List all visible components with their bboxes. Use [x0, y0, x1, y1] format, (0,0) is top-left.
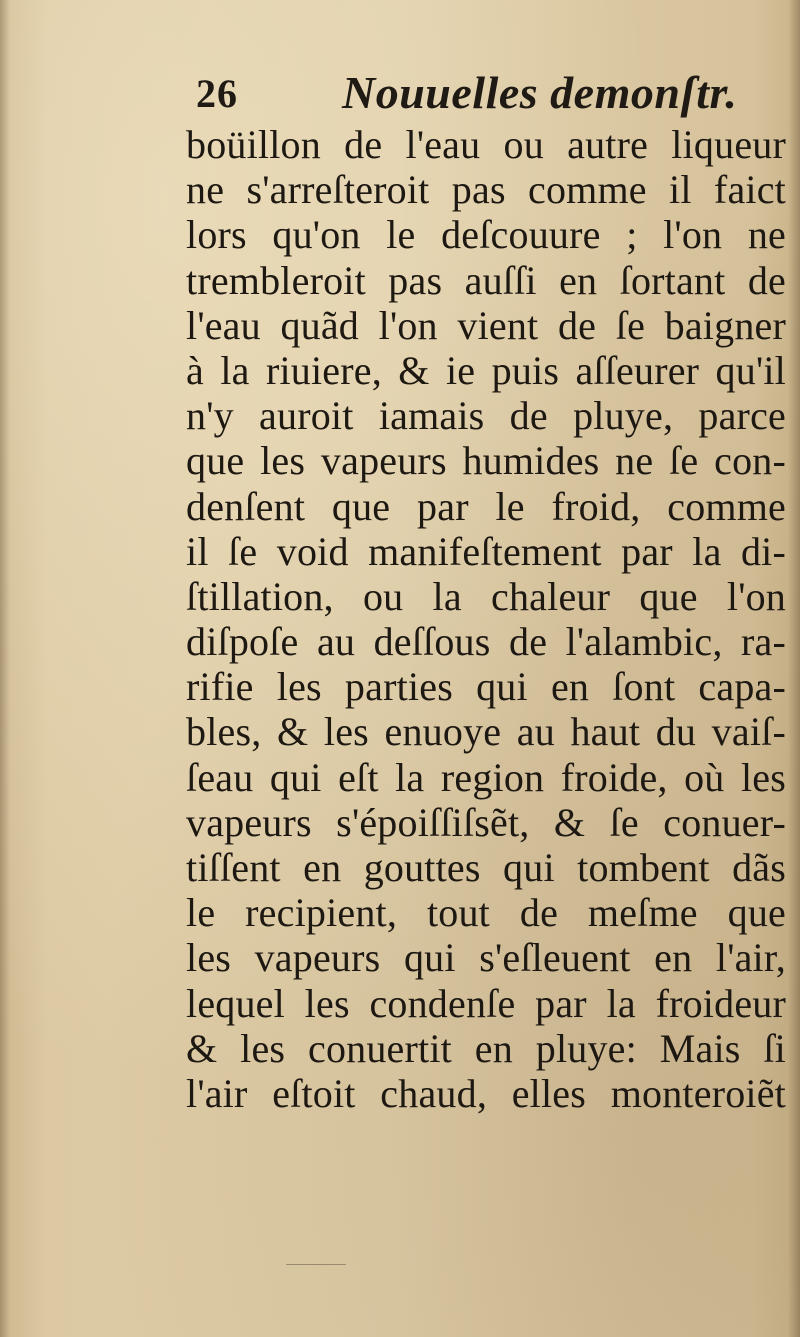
text-line: rifie les parties qui en ſont capa- [186, 664, 786, 710]
page-number: 26 [196, 71, 238, 116]
text-line: que les vapeurs humides ne ſe con- [186, 438, 786, 484]
text-line: & les conuertit en pluye: Mais ſi [186, 1025, 786, 1071]
text-line: trembleroit pas auſſi en ſortant de [186, 257, 786, 303]
text-line: lequel les condenſe par la froideur [186, 980, 786, 1026]
text-line: le recipient, tout de meſme que [186, 890, 786, 936]
text-line: boüillon de l'eau ou autre liqueur [186, 122, 786, 167]
text-line: l'air eſtoit chaud, elles monteroiẽt [186, 1070, 786, 1116]
text-line: n'y auroit iamais de pluye, parce [186, 393, 786, 439]
page-header [196, 67, 756, 122]
text-line: lors qu'on le deſcouure ; l'on ne [186, 212, 786, 258]
text-line: denſent que par le froid, comme [186, 483, 786, 529]
text-line: ſtillation, ou la chaleur que l'on [186, 573, 786, 619]
text-line: l'eau quãd l'on vient de ſe baigner [186, 302, 786, 348]
body-text [186, 122, 786, 1116]
text-line: ne s'arreſteroit pas comme il faict [186, 167, 786, 213]
text-line: bles, & les enuoye au haut du vaiſ- [186, 709, 786, 755]
running-head: Nouuelles demonſtr. [342, 67, 738, 118]
ink-mark [286, 1264, 346, 1269]
text-line: ſeau qui eſt la region froide, où les [186, 754, 786, 800]
text-line: tiſſent en gouttes qui tombent dãs [186, 845, 786, 890]
text-line: les vapeurs qui s'eſleuent en l'air, [186, 935, 786, 981]
text-line: diſpoſe au deſſous de l'alambic, ra- [186, 619, 786, 665]
text-line: il ſe void manifeſtement par la di- [186, 528, 786, 574]
text-line: à la riuiere, & ie puis aſſeurer qu'il [186, 347, 786, 393]
text-line: vapeurs s'époiſſiſsẽt, & ſe conuer- [186, 799, 786, 845]
